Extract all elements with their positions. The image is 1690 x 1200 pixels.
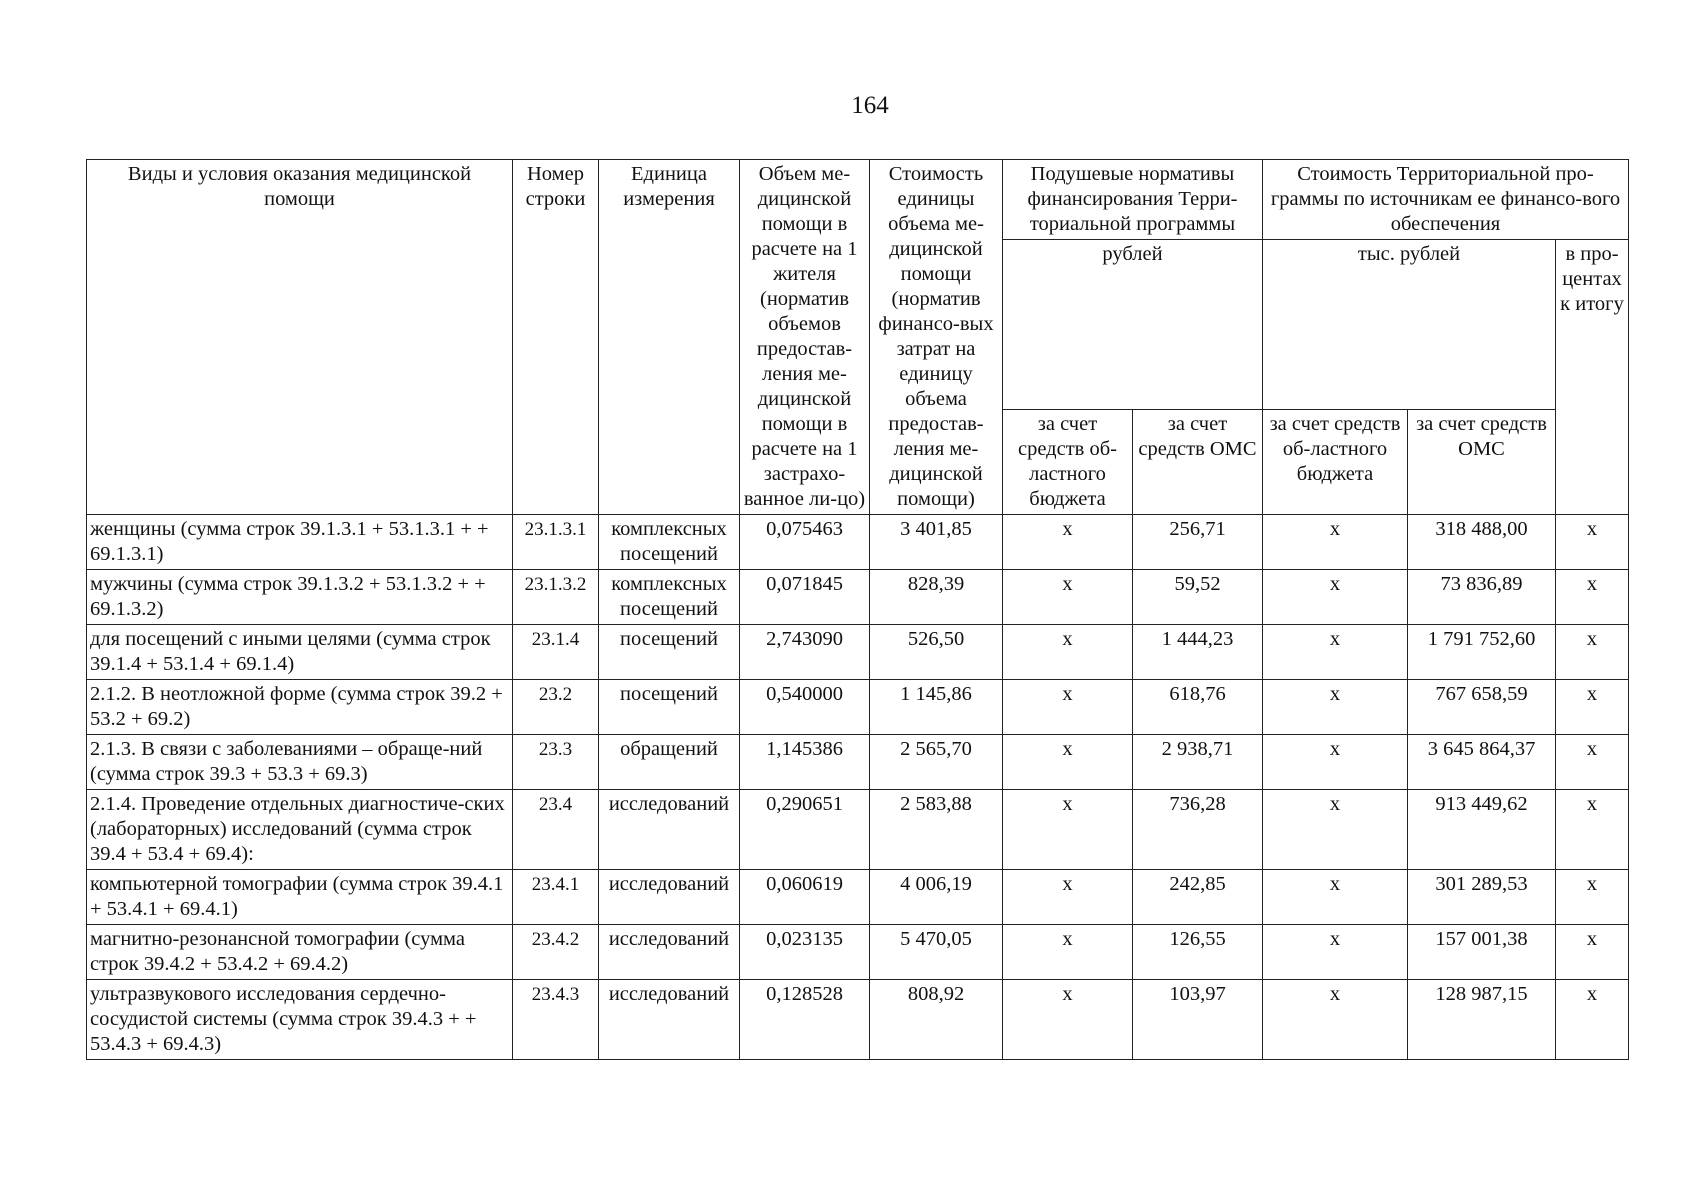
- row-unit: комплексных посещений: [599, 515, 740, 570]
- row-norm-oblast: х: [1003, 790, 1133, 870]
- row-percent: х: [1556, 625, 1629, 680]
- row-unit: исследований: [599, 870, 740, 925]
- row-total-oms: 1 791 752,60: [1408, 625, 1556, 680]
- row-name: женщины (сумма строк 39.1.3.1 + 53.1.3.1 + + 69.1.3.1): [87, 515, 513, 570]
- row-norm-oblast: х: [1003, 680, 1133, 735]
- header-oblast-budget: за счет средств об-ластного бюджета: [1003, 410, 1133, 515]
- row-norm-oms: 1 444,23: [1133, 625, 1263, 680]
- row-total-oblast: х: [1263, 625, 1408, 680]
- row-number: 23.1.3.2: [513, 570, 599, 625]
- row-cost: 808,92: [870, 980, 1003, 1060]
- row-total-oblast: х: [1263, 515, 1408, 570]
- row-volume: 0,540000: [740, 680, 870, 735]
- row-percent: х: [1556, 790, 1629, 870]
- header-oms-2: за счет средств ОМС: [1408, 410, 1556, 515]
- row-total-oms: 767 658,59: [1408, 680, 1556, 735]
- row-volume: 0,290651: [740, 790, 870, 870]
- row-percent: х: [1556, 515, 1629, 570]
- row-norm-oblast: х: [1003, 515, 1133, 570]
- row-name: компьютерной томографии (сумма строк 39.4.1 + 53.4.1 + 69.4.1): [87, 870, 513, 925]
- row-total-oms: 3 645 864,37: [1408, 735, 1556, 790]
- row-number: 23.1.4: [513, 625, 599, 680]
- row-total-oblast: х: [1263, 925, 1408, 980]
- header-thousand-rubles: тыс. рублей: [1263, 240, 1556, 410]
- header-row-number: Номер строки: [513, 160, 599, 515]
- row-percent: х: [1556, 680, 1629, 735]
- row-name: для посещений с иными целями (сумма строк 39.1.4 + 53.1.4 + 69.1.4): [87, 625, 513, 680]
- header-program-cost: Стоимость Территориальной про-граммы по источникам ее финансо-вого обеспечения: [1263, 160, 1629, 240]
- row-norm-oblast: х: [1003, 570, 1133, 625]
- row-norm-oms: 126,55: [1133, 925, 1263, 980]
- header-oblast-budget-2: за счет средств об-ластного бюджета: [1263, 410, 1408, 515]
- header-unit-cost: Стоимость единицы объема ме-дицинской помощи (норматив финансо-вых затрат на единицу объема предостав-ления ме-дицинской помощи): [870, 160, 1003, 515]
- row-total-oms: 73 836,89: [1408, 570, 1556, 625]
- row-cost: 2 565,70: [870, 735, 1003, 790]
- header-oms: за счет средств ОМС: [1133, 410, 1263, 515]
- row-norm-oms: 736,28: [1133, 790, 1263, 870]
- table-row: [87, 790, 1629, 870]
- row-volume: 0,023135: [740, 925, 870, 980]
- row-unit: обращений: [599, 735, 740, 790]
- table-row: [87, 680, 1629, 735]
- table-row: [87, 870, 1629, 925]
- row-number: 23.4.2: [513, 925, 599, 980]
- row-total-oblast: х: [1263, 980, 1408, 1060]
- row-cost: 5 470,05: [870, 925, 1003, 980]
- header-rubles: рублей: [1003, 240, 1263, 410]
- row-number: 23.3: [513, 735, 599, 790]
- row-volume: 0,060619: [740, 870, 870, 925]
- row-norm-oms: 242,85: [1133, 870, 1263, 925]
- table-row: [87, 515, 1629, 570]
- table-row: [87, 735, 1629, 790]
- row-number: 23.4.1: [513, 870, 599, 925]
- row-total-oms: 157 001,38: [1408, 925, 1556, 980]
- row-percent: х: [1556, 570, 1629, 625]
- row-total-oblast: х: [1263, 735, 1408, 790]
- row-number: 23.4.3: [513, 980, 599, 1060]
- row-number: 23.4: [513, 790, 599, 870]
- header-volume: Объем ме-дицинской помощи в расчете на 1 жителя (норматив объемов предостав-ления ме-дицинской помощи в расчете на 1 застрахо-ванное ли-цо): [740, 160, 870, 515]
- row-total-oms: 301 289,53: [1408, 870, 1556, 925]
- row-norm-oblast: х: [1003, 625, 1133, 680]
- row-unit: исследований: [599, 925, 740, 980]
- row-norm-oms: 2 938,71: [1133, 735, 1263, 790]
- row-name: 2.1.2. В неотложной форме (сумма строк 39.2 + 53.2 + 69.2): [87, 680, 513, 735]
- row-name: мужчины (сумма строк 39.1.3.2 + 53.1.3.2 + + 69.1.3.2): [87, 570, 513, 625]
- row-unit: посещений: [599, 625, 740, 680]
- row-percent: х: [1556, 735, 1629, 790]
- row-norm-oms: 103,97: [1133, 980, 1263, 1060]
- table-row: [87, 925, 1629, 980]
- row-norm-oms: 59,52: [1133, 570, 1263, 625]
- row-total-oblast: х: [1263, 570, 1408, 625]
- row-unit: исследований: [599, 790, 740, 870]
- row-unit: комплексных посещений: [599, 570, 740, 625]
- row-norm-oblast: х: [1003, 980, 1133, 1060]
- row-name: 2.1.3. В связи с заболеваниями – обраще-ний (сумма строк 39.3 + 53.3 + 69.3): [87, 735, 513, 790]
- row-norm-oms: 256,71: [1133, 515, 1263, 570]
- header-types: Виды и условия оказания медицинской помощи: [87, 160, 513, 515]
- row-percent: х: [1556, 870, 1629, 925]
- header-per-capita-norms: Подушевые нормативы финансирования Терри-ториальной программы: [1003, 160, 1263, 240]
- row-cost: 526,50: [870, 625, 1003, 680]
- header-percent: в про-центах к итогу: [1556, 240, 1629, 515]
- row-total-oms: 318 488,00: [1408, 515, 1556, 570]
- row-norm-oblast: х: [1003, 735, 1133, 790]
- row-name: магнитно-резонансной томографии (сумма строк 39.4.2 + 53.4.2 + 69.4.2): [87, 925, 513, 980]
- table-row: [87, 625, 1629, 680]
- row-volume: 2,743090: [740, 625, 870, 680]
- row-volume: 0,075463: [740, 515, 870, 570]
- row-volume: 0,128528: [740, 980, 870, 1060]
- row-percent: х: [1556, 980, 1629, 1060]
- table-row: [87, 980, 1629, 1060]
- row-total-oms: 128 987,15: [1408, 980, 1556, 1060]
- row-norm-oblast: х: [1003, 925, 1133, 980]
- row-percent: х: [1556, 925, 1629, 980]
- row-total-oblast: х: [1263, 680, 1408, 735]
- row-name: ультразвукового исследования сердечно-сосудистой системы (сумма строк 39.4.3 + + 53.4.3 + 69.4.3): [87, 980, 513, 1060]
- row-unit: исследований: [599, 980, 740, 1060]
- row-volume: 1,145386: [740, 735, 870, 790]
- header-unit: Единица измерения: [599, 160, 740, 515]
- row-number: 23.2: [513, 680, 599, 735]
- page-number: 164: [851, 92, 889, 119]
- row-volume: 0,071845: [740, 570, 870, 625]
- row-cost: 2 583,88: [870, 790, 1003, 870]
- row-norm-oms: 618,76: [1133, 680, 1263, 735]
- row-total-oms: 913 449,62: [1408, 790, 1556, 870]
- data-table: [86, 159, 1629, 1060]
- row-cost: 4 006,19: [870, 870, 1003, 925]
- table-row: [87, 570, 1629, 625]
- row-cost: 1 145,86: [870, 680, 1003, 735]
- row-total-oblast: х: [1263, 790, 1408, 870]
- row-cost: 828,39: [870, 570, 1003, 625]
- row-name: 2.1.4. Проведение отдельных диагностиче-ских (лабораторных) исследований (сумма строк 39.4 + 53.4 + 69.4):: [87, 790, 513, 870]
- row-unit: посещений: [599, 680, 740, 735]
- row-total-oblast: х: [1263, 870, 1408, 925]
- row-norm-oblast: х: [1003, 870, 1133, 925]
- row-cost: 3 401,85: [870, 515, 1003, 570]
- row-number: 23.1.3.1: [513, 515, 599, 570]
